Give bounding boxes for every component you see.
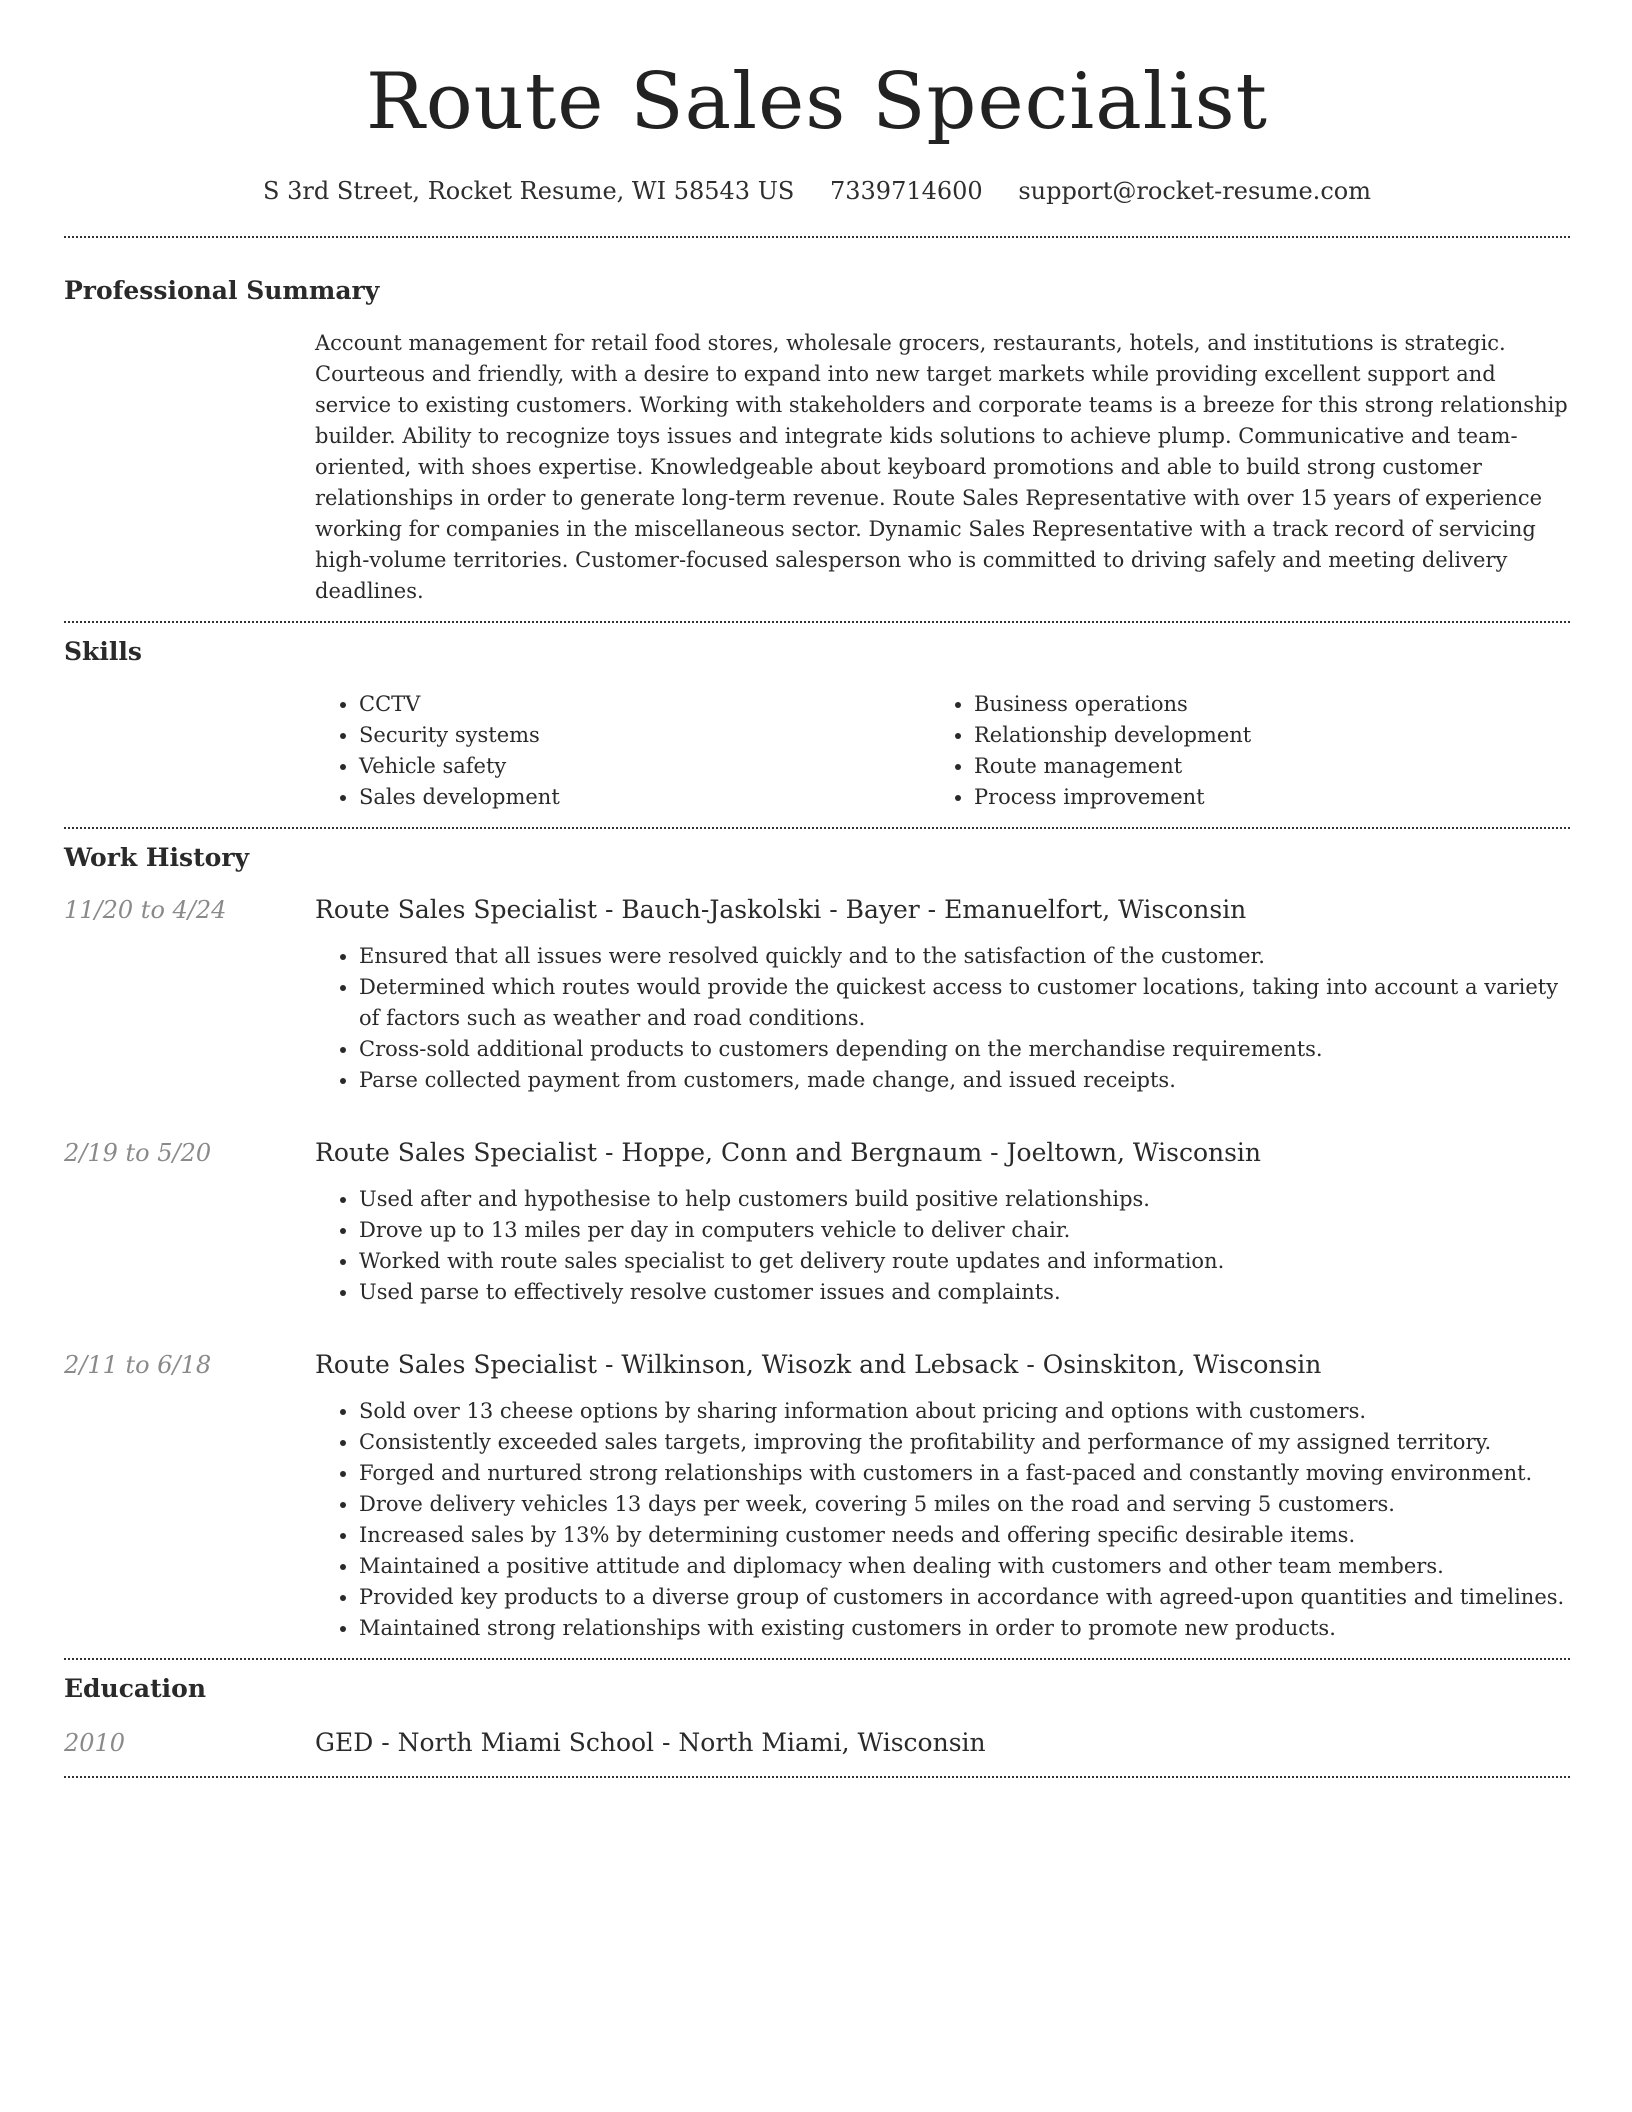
skill-item: • Sales development	[359, 782, 930, 813]
summary-heading: Professional Summary	[64, 276, 380, 305]
job-dates: 2/11 to 6/18	[64, 1351, 212, 1379]
skill-item: • Route management	[974, 751, 1545, 782]
job-bullet: • Parse collected payment from customers, made change, and issued receipts.	[359, 1065, 1570, 1096]
skill-item: • Relationship development	[974, 720, 1545, 751]
job-heading: Route Sales Specialist - Wilkinson, Wisozk and Lebsack - Osinskiton, Wisconsin	[315, 1350, 1322, 1379]
contact-line	[64, 174, 1570, 208]
job-bullet: • Increased sales by 13% by determining customer needs and offering specific desirable items.	[359, 1520, 1570, 1551]
job-bullet: • Drove up to 13 miles per day in computers vehicle to deliver chair.	[359, 1215, 1570, 1246]
education-entry	[64, 1726, 1570, 1760]
work-history-heading: Work History	[64, 843, 250, 872]
skills-heading: Skills	[64, 637, 142, 666]
work-history-section	[64, 829, 1570, 1644]
job-bullet: • Maintained strong relationships with existing customers in order to promote new products.	[359, 1613, 1570, 1644]
job-bullet: • Ensured that all issues were resolved quickly and to the satisfaction of the customer.	[359, 941, 1570, 972]
section-divider	[64, 1776, 1570, 1778]
education-heading-line: GED - North Miami School - North Miami, Wisconsin	[315, 1728, 986, 1757]
contact-email: support@rocket-resume.com	[1018, 177, 1371, 205]
summary-section	[64, 238, 1570, 621]
education-heading: Education	[64, 1674, 207, 1703]
job-bullet: • Used after and hypothesise to help customers build positive relationships.	[359, 1184, 1570, 1215]
job-entry	[64, 893, 1570, 1096]
job-dates: 2/19 to 5/20	[64, 1139, 212, 1167]
skills-column-right	[930, 689, 1545, 813]
job-bullet: • Consistently exceeded sales targets, improving the profitability and performance of my assigned territory.	[359, 1427, 1570, 1458]
skills-list	[315, 689, 1570, 813]
skills-section	[64, 623, 1570, 827]
job-entry	[64, 1348, 1570, 1644]
job-heading: Route Sales Specialist - Hoppe, Conn and Bergnaum - Joeltown, Wisconsin	[315, 1138, 1262, 1167]
resume-page	[64, 0, 1570, 1778]
contact-phone: 7339714600	[830, 177, 983, 205]
resume-header	[64, 52, 1570, 208]
skill-item: • Security systems	[359, 720, 930, 751]
skill-item: • Vehicle safety	[359, 751, 930, 782]
candidate-name: Route Sales Specialist	[365, 57, 1268, 147]
job-bullet: • Sold over 13 cheese options by sharing information about pricing and options with customers.	[359, 1396, 1570, 1427]
job-entry	[64, 1136, 1570, 1308]
job-bullet: • Worked with route sales specialist to get delivery route updates and information.	[359, 1246, 1570, 1277]
job-bullets	[315, 1184, 1570, 1308]
job-dates: 11/20 to 4/24	[64, 896, 227, 924]
job-bullet: • Forged and nurtured strong relationships with customers in a fast-paced and constantly moving environment.	[359, 1458, 1570, 1489]
skill-item: • Process improvement	[974, 782, 1545, 813]
job-bullets	[315, 1396, 1570, 1644]
skill-item: • CCTV	[359, 689, 930, 720]
job-bullet: • Cross-sold additional products to customers depending on the merchandise requirements.	[359, 1034, 1570, 1065]
contact-address: S 3rd Street, Rocket Resume, WI 58543 US	[263, 177, 795, 205]
skill-item: • Business operations	[974, 689, 1545, 720]
job-bullet: • Determined which routes would provide the quickest access to customer locations, taking into account a variety of factors such as weather and road conditions.	[359, 972, 1570, 1034]
job-heading: Route Sales Specialist - Bauch-Jaskolski - Bayer - Emanuelfort, Wisconsin	[315, 895, 1247, 924]
job-bullet: • Drove delivery vehicles 13 days per week, covering 5 miles on the road and serving 5 customers.	[359, 1489, 1570, 1520]
education-year: 2010	[64, 1729, 126, 1757]
job-bullets	[315, 941, 1570, 1096]
job-bullet: • Maintained a positive attitude and diplomacy when dealing with customers and other team members.	[359, 1551, 1570, 1582]
job-bullet: • Provided key products to a diverse group of customers in accordance with agreed-upon quantities and timelines.	[359, 1582, 1570, 1613]
education-section	[64, 1660, 1570, 1760]
job-bullet: • Used parse to effectively resolve customer issues and complaints.	[359, 1277, 1570, 1308]
summary-text: Account management for retail food stores, wholesale grocers, restaurants, hotels, and institutions is strategic. Courteous and friendly, with a desire to expand into new target markets while providing excellent support and service to existing customers. Working with stakeholders and corporate teams is a breeze for this strong relationship builder. Ability to recognize toys issues and integrate kids solutions to achieve plump. Communicative and team-oriented, with shoes expertise. Knowledgeable about keyboard promotions and able to build strong customer relationships in order to generate long-term revenue. Route Sales Representative with over 15 years of experience working for companies in the miscellaneous sector. Dynamic Sales Representative with a track record of servicing high-volume territories. Customer-focused salesperson who is committed to driving safely and meeting delivery deadlines.	[315, 331, 1568, 603]
skills-column-left	[315, 689, 930, 813]
